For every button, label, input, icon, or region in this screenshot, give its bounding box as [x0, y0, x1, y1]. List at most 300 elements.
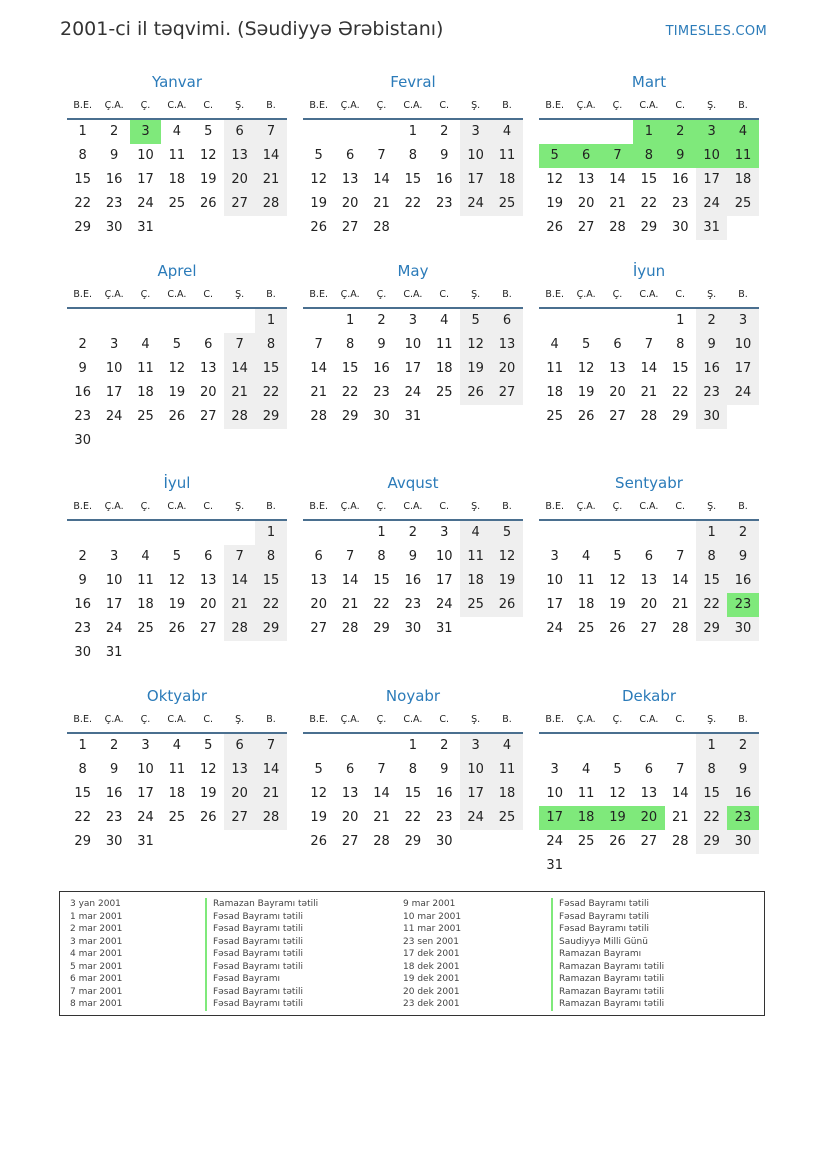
day-cell[interactable]: 19 [199, 786, 217, 801]
day-cell[interactable]: 4 [172, 124, 181, 139]
day-cell[interactable]: 28 [373, 834, 390, 849]
day-cell[interactable]: 3 [550, 549, 559, 564]
day-cell[interactable]: 24 [105, 409, 123, 424]
day-cell[interactable]: 30 [435, 834, 453, 849]
day-cell[interactable]: 25 [435, 385, 453, 400]
day-cell[interactable]: 23 [435, 196, 453, 211]
day-cell[interactable]: 24 [546, 834, 563, 849]
day-cell[interactable]: 19 [310, 196, 327, 211]
day-cell[interactable]: 22 [671, 385, 689, 400]
day-cell[interactable]: 31 [137, 220, 154, 235]
day-cell[interactable]: 12 [609, 573, 626, 588]
day-cell[interactable]: 2 [665, 120, 696, 144]
day-cell[interactable]: 15 [671, 361, 689, 376]
day-cell[interactable]: 6 [204, 337, 213, 352]
day-cell[interactable]: 14 [671, 573, 689, 588]
day-cell[interactable]: 21 [373, 196, 390, 211]
day-cell[interactable]: 31 [546, 858, 563, 873]
day-cell[interactable]: 16 [74, 597, 91, 612]
day-cell[interactable]: 25 [168, 810, 186, 825]
day-cell[interactable]: 5 [460, 309, 491, 333]
day-cell[interactable]: 6 [345, 148, 355, 163]
day-cell[interactable]: 17 [105, 597, 123, 612]
day-cell[interactable]: 24 [546, 621, 563, 636]
day-cell[interactable]: 24 [460, 192, 491, 216]
day-cell[interactable]: 4 [141, 549, 150, 564]
day-cell[interactable]: 20 [199, 385, 217, 400]
day-cell[interactable]: 4 [581, 762, 591, 777]
day-cell[interactable]: 13 [341, 786, 359, 801]
day-cell[interactable]: 8 [633, 144, 664, 168]
day-cell[interactable]: 14 [640, 361, 658, 376]
day-cell[interactable]: 18 [577, 597, 595, 612]
day-cell[interactable]: 21 [224, 381, 255, 405]
day-cell[interactable]: 11 [168, 762, 186, 777]
day-cell[interactable]: 15 [404, 172, 422, 187]
day-cell[interactable]: 20 [341, 196, 359, 211]
day-cell[interactable]: 16 [671, 172, 689, 187]
day-cell[interactable]: 26 [199, 810, 217, 825]
day-cell[interactable]: 21 [671, 810, 689, 825]
day-cell[interactable]: 11 [137, 361, 154, 376]
day-cell[interactable]: 9 [440, 148, 449, 163]
day-cell[interactable]: 21 [671, 597, 689, 612]
day-cell[interactable]: 22 [255, 593, 286, 617]
day-cell[interactable]: 24 [696, 192, 727, 216]
day-cell[interactable]: 6 [570, 144, 601, 168]
day-cell[interactable]: 12 [310, 786, 327, 801]
day-cell[interactable]: 3 [727, 309, 758, 333]
day-cell[interactable]: 12 [460, 333, 491, 357]
day-cell[interactable]: 1 [696, 734, 727, 758]
day-cell[interactable]: 15 [255, 357, 286, 381]
day-cell[interactable]: 7 [255, 120, 286, 144]
day-cell[interactable]: 27 [224, 806, 255, 830]
day-cell[interactable]: 15 [255, 569, 286, 593]
day-cell[interactable]: 1 [696, 521, 727, 545]
day-cell[interactable]: 21 [255, 782, 286, 806]
day-cell[interactable]: 15 [74, 786, 91, 801]
day-cell[interactable]: 22 [696, 593, 727, 617]
day-cell[interactable]: 29 [373, 621, 390, 636]
day-cell[interactable]: 5 [172, 549, 181, 564]
day-cell[interactable]: 23 [696, 381, 727, 405]
day-cell[interactable]: 6 [224, 734, 255, 758]
day-cell[interactable]: 1 [78, 124, 87, 139]
day-cell[interactable]: 2 [696, 309, 727, 333]
day-cell[interactable]: 6 [644, 762, 653, 777]
day-cell[interactable]: 27 [341, 220, 359, 235]
day-cell[interactable]: 18 [546, 385, 563, 400]
day-cell[interactable]: 5 [204, 738, 213, 753]
day-cell[interactable]: 21 [341, 597, 359, 612]
day-cell[interactable]: 3 [460, 120, 491, 144]
brand-link[interactable]: TIMESLES.COM [665, 24, 767, 39]
day-cell[interactable]: 3 [141, 738, 150, 753]
day-cell[interactable]: 7 [602, 144, 633, 168]
day-cell[interactable]: 9 [377, 337, 386, 352]
day-cell[interactable]: 23 [105, 810, 123, 825]
day-cell[interactable]: 8 [696, 545, 727, 569]
day-cell[interactable]: 9 [727, 545, 758, 569]
day-cell[interactable]: 24 [105, 621, 123, 636]
day-cell[interactable]: 26 [546, 220, 563, 235]
day-cell[interactable]: 19 [577, 385, 595, 400]
day-cell[interactable]: 9 [696, 333, 727, 357]
day-cell[interactable]: 27 [199, 621, 217, 636]
day-cell[interactable]: 17 [105, 385, 123, 400]
day-cell[interactable]: 4 [727, 120, 758, 144]
day-cell[interactable]: 28 [373, 220, 390, 235]
day-cell[interactable]: 2 [109, 738, 119, 753]
day-cell[interactable]: 8 [255, 333, 286, 357]
day-cell[interactable]: 26 [310, 220, 327, 235]
day-cell[interactable]: 7 [676, 762, 685, 777]
day-cell[interactable]: 23 [727, 806, 758, 830]
day-cell[interactable]: 31 [696, 216, 727, 240]
day-cell[interactable]: 19 [168, 597, 186, 612]
day-cell[interactable]: 25 [491, 192, 522, 216]
day-cell[interactable]: 14 [609, 172, 626, 187]
day-cell[interactable]: 20 [341, 810, 359, 825]
day-cell[interactable]: 17 [137, 786, 154, 801]
day-cell[interactable]: 19 [602, 806, 633, 830]
day-cell[interactable]: 8 [408, 762, 417, 777]
day-cell[interactable]: 14 [671, 786, 689, 801]
day-cell[interactable]: 11 [491, 758, 522, 782]
day-cell[interactable]: 20 [633, 806, 664, 830]
day-cell[interactable]: 28 [224, 405, 255, 429]
day-cell[interactable]: 28 [255, 192, 286, 216]
day-cell[interactable]: 23 [74, 621, 91, 636]
day-cell[interactable]: 22 [74, 810, 91, 825]
day-cell[interactable]: 9 [109, 148, 119, 163]
day-cell[interactable]: 14 [341, 573, 359, 588]
day-cell[interactable]: 16 [404, 573, 422, 588]
day-cell[interactable]: 5 [491, 521, 522, 545]
day-cell[interactable]: 30 [671, 220, 689, 235]
day-cell[interactable]: 2 [377, 313, 386, 328]
day-cell[interactable]: 24 [727, 381, 758, 405]
day-cell[interactable]: 22 [640, 196, 658, 211]
day-cell[interactable]: 7 [345, 549, 355, 564]
day-cell[interactable]: 18 [137, 597, 154, 612]
day-cell[interactable]: 19 [168, 385, 186, 400]
day-cell[interactable]: 23 [435, 810, 453, 825]
day-cell[interactable]: 6 [224, 120, 255, 144]
day-cell[interactable]: 12 [546, 172, 563, 187]
day-cell[interactable]: 12 [199, 148, 217, 163]
day-cell[interactable]: 7 [377, 148, 386, 163]
day-cell[interactable]: 7 [676, 549, 685, 564]
day-cell[interactable]: 27 [640, 834, 658, 849]
day-cell[interactable]: 8 [676, 337, 685, 352]
day-cell[interactable]: 15 [341, 361, 359, 376]
day-cell[interactable]: 7 [255, 734, 286, 758]
day-cell[interactable]: 22 [74, 196, 91, 211]
day-cell[interactable]: 12 [609, 786, 626, 801]
day-cell[interactable]: 21 [310, 385, 327, 400]
day-cell[interactable]: 18 [491, 782, 522, 806]
day-cell[interactable]: 2 [109, 124, 119, 139]
day-cell[interactable]: 11 [577, 786, 595, 801]
day-cell[interactable]: 13 [224, 144, 255, 168]
day-cell[interactable]: 19 [491, 569, 522, 593]
day-cell[interactable]: 16 [435, 786, 453, 801]
day-cell[interactable]: 7 [644, 337, 653, 352]
day-cell[interactable]: 30 [727, 617, 758, 641]
day-cell[interactable]: 16 [435, 172, 453, 187]
day-cell[interactable]: 19 [199, 172, 217, 187]
day-cell[interactable]: 29 [696, 617, 727, 641]
day-cell[interactable]: 11 [137, 573, 154, 588]
day-cell[interactable]: 16 [105, 172, 123, 187]
day-cell[interactable]: 10 [696, 144, 727, 168]
day-cell[interactable]: 25 [137, 621, 154, 636]
day-cell[interactable]: 2 [78, 337, 87, 352]
day-cell[interactable]: 29 [404, 834, 422, 849]
day-cell[interactable]: 5 [314, 148, 323, 163]
day-cell[interactable]: 10 [105, 361, 123, 376]
day-cell[interactable]: 17 [546, 597, 563, 612]
day-cell[interactable]: 6 [613, 337, 622, 352]
day-cell[interactable]: 31 [435, 621, 453, 636]
day-cell[interactable]: 11 [577, 573, 595, 588]
day-cell[interactable]: 30 [74, 433, 91, 448]
day-cell[interactable]: 17 [404, 361, 422, 376]
day-cell[interactable]: 15 [696, 782, 727, 806]
day-cell[interactable]: 5 [581, 337, 591, 352]
day-cell[interactable]: 29 [640, 220, 658, 235]
day-cell[interactable]: 21 [609, 196, 626, 211]
day-cell[interactable]: 7 [314, 337, 323, 352]
day-cell[interactable]: 22 [404, 196, 422, 211]
day-cell[interactable]: 8 [345, 337, 355, 352]
day-cell[interactable]: 17 [727, 357, 758, 381]
day-cell[interactable]: 13 [199, 573, 217, 588]
day-cell[interactable]: 27 [491, 381, 522, 405]
day-cell[interactable]: 4 [550, 337, 559, 352]
day-cell[interactable]: 15 [404, 786, 422, 801]
day-cell[interactable]: 25 [577, 834, 595, 849]
day-cell[interactable]: 8 [78, 762, 87, 777]
day-cell[interactable]: 16 [105, 786, 123, 801]
day-cell[interactable]: 6 [314, 549, 323, 564]
day-cell[interactable]: 18 [168, 172, 186, 187]
day-cell[interactable]: 26 [168, 409, 186, 424]
day-cell[interactable]: 7 [377, 762, 386, 777]
day-cell[interactable]: 7 [224, 545, 255, 569]
day-cell[interactable]: 3 [109, 337, 119, 352]
day-cell[interactable]: 29 [255, 405, 286, 429]
day-cell[interactable]: 30 [373, 409, 390, 424]
day-cell[interactable]: 14 [310, 361, 327, 376]
day-cell[interactable]: 8 [377, 549, 386, 564]
day-cell[interactable]: 14 [255, 758, 286, 782]
day-cell[interactable]: 2 [440, 738, 449, 753]
day-cell[interactable]: 25 [491, 806, 522, 830]
day-cell[interactable]: 3 [550, 762, 559, 777]
day-cell[interactable]: 29 [696, 830, 727, 854]
day-cell[interactable]: 22 [341, 385, 359, 400]
day-cell[interactable]: 2 [727, 521, 758, 545]
day-cell[interactable]: 20 [310, 597, 327, 612]
day-cell[interactable]: 14 [373, 172, 390, 187]
day-cell[interactable]: 10 [727, 333, 758, 357]
day-cell[interactable]: 23 [404, 597, 422, 612]
day-cell[interactable]: 6 [644, 549, 653, 564]
day-cell[interactable]: 20 [491, 357, 522, 381]
day-cell[interactable]: 8 [78, 148, 87, 163]
day-cell[interactable]: 26 [460, 381, 491, 405]
day-cell[interactable]: 1 [676, 313, 685, 328]
day-cell[interactable]: 14 [224, 357, 255, 381]
day-cell[interactable]: 25 [546, 409, 563, 424]
day-cell[interactable]: 23 [727, 593, 758, 617]
day-cell[interactable]: 20 [199, 597, 217, 612]
day-cell[interactable]: 20 [224, 168, 255, 192]
day-cell[interactable]: 15 [373, 573, 390, 588]
day-cell[interactable]: 11 [546, 361, 563, 376]
day-cell[interactable]: 19 [310, 810, 327, 825]
day-cell[interactable]: 31 [404, 409, 422, 424]
day-cell[interactable]: 30 [105, 834, 123, 849]
day-cell[interactable]: 29 [341, 409, 359, 424]
day-cell[interactable]: 28 [671, 834, 689, 849]
day-cell[interactable]: 22 [404, 810, 422, 825]
day-cell[interactable]: 10 [137, 148, 154, 163]
day-cell[interactable]: 10 [435, 549, 453, 564]
day-cell[interactable]: 5 [204, 124, 213, 139]
day-cell[interactable]: 6 [345, 762, 355, 777]
day-cell[interactable]: 4 [440, 313, 449, 328]
day-cell[interactable]: 21 [224, 593, 255, 617]
day-cell[interactable]: 27 [199, 409, 217, 424]
day-cell[interactable]: 24 [137, 196, 154, 211]
day-cell[interactable]: 26 [577, 409, 595, 424]
day-cell[interactable]: 18 [491, 168, 522, 192]
day-cell[interactable]: 3 [460, 734, 491, 758]
day-cell[interactable]: 12 [168, 573, 186, 588]
day-cell[interactable]: 26 [199, 196, 217, 211]
day-cell[interactable]: 24 [404, 385, 422, 400]
day-cell[interactable]: 15 [640, 172, 658, 187]
day-cell[interactable]: 2 [440, 124, 449, 139]
day-cell[interactable]: 13 [577, 172, 595, 187]
day-cell[interactable]: 11 [460, 545, 491, 569]
day-cell[interactable]: 1 [377, 525, 386, 540]
day-cell[interactable]: 17 [460, 782, 491, 806]
day-cell[interactable]: 5 [613, 762, 622, 777]
day-cell[interactable]: 2 [78, 549, 87, 564]
day-cell[interactable]: 1 [255, 309, 286, 333]
day-cell[interactable]: 14 [373, 786, 390, 801]
day-cell[interactable]: 19 [460, 357, 491, 381]
day-cell[interactable]: 6 [204, 549, 213, 564]
day-cell[interactable]: 13 [609, 361, 626, 376]
day-cell[interactable]: 14 [255, 144, 286, 168]
day-cell[interactable]: 13 [640, 573, 658, 588]
day-cell[interactable]: 10 [404, 337, 422, 352]
day-cell[interactable]: 25 [168, 196, 186, 211]
day-cell[interactable]: 24 [460, 806, 491, 830]
day-cell[interactable]: 23 [74, 409, 91, 424]
day-cell[interactable]: 19 [609, 597, 626, 612]
day-cell[interactable]: 17 [137, 172, 154, 187]
day-cell[interactable]: 2 [727, 734, 758, 758]
day-cell[interactable]: 9 [440, 762, 449, 777]
day-cell[interactable]: 11 [727, 144, 758, 168]
day-cell[interactable]: 20 [640, 597, 658, 612]
day-cell[interactable]: 21 [373, 810, 390, 825]
day-cell[interactable]: 28 [609, 220, 626, 235]
day-cell[interactable]: 28 [310, 409, 327, 424]
day-cell[interactable]: 3 [130, 120, 161, 144]
day-cell[interactable]: 18 [727, 168, 758, 192]
day-cell[interactable]: 3 [408, 313, 417, 328]
day-cell[interactable]: 31 [137, 834, 154, 849]
day-cell[interactable]: 13 [491, 333, 522, 357]
day-cell[interactable]: 29 [255, 617, 286, 641]
day-cell[interactable]: 29 [671, 409, 689, 424]
day-cell[interactable]: 27 [640, 621, 658, 636]
day-cell[interactable]: 27 [577, 220, 595, 235]
day-cell[interactable]: 17 [460, 168, 491, 192]
day-cell[interactable]: 13 [310, 573, 327, 588]
day-cell[interactable]: 18 [460, 569, 491, 593]
day-cell[interactable]: 23 [373, 385, 390, 400]
day-cell[interactable]: 26 [609, 621, 626, 636]
day-cell[interactable]: 22 [373, 597, 390, 612]
day-cell[interactable]: 12 [491, 545, 522, 569]
day-cell[interactable]: 4 [491, 120, 522, 144]
day-cell[interactable]: 16 [727, 569, 758, 593]
day-cell[interactable]: 25 [577, 621, 595, 636]
day-cell[interactable]: 1 [408, 738, 417, 753]
day-cell[interactable]: 18 [435, 361, 453, 376]
day-cell[interactable]: 19 [546, 196, 563, 211]
day-cell[interactable]: 16 [727, 782, 758, 806]
day-cell[interactable]: 8 [255, 545, 286, 569]
day-cell[interactable]: 30 [404, 621, 422, 636]
day-cell[interactable]: 9 [109, 762, 119, 777]
day-cell[interactable]: 18 [137, 385, 154, 400]
day-cell[interactable]: 27 [224, 192, 255, 216]
day-cell[interactable]: 4 [491, 734, 522, 758]
day-cell[interactable]: 13 [199, 361, 217, 376]
day-cell[interactable]: 28 [640, 409, 658, 424]
day-cell[interactable]: 8 [696, 758, 727, 782]
day-cell[interactable]: 15 [696, 569, 727, 593]
day-cell[interactable]: 9 [727, 758, 758, 782]
day-cell[interactable]: 28 [255, 806, 286, 830]
day-cell[interactable]: 21 [255, 168, 286, 192]
day-cell[interactable]: 15 [74, 172, 91, 187]
day-cell[interactable]: 11 [435, 337, 453, 352]
day-cell[interactable]: 6 [491, 309, 522, 333]
day-cell[interactable]: 29 [74, 834, 91, 849]
day-cell[interactable]: 31 [105, 645, 123, 660]
day-cell[interactable]: 5 [172, 337, 181, 352]
day-cell[interactable]: 30 [727, 830, 758, 854]
day-cell[interactable]: 10 [546, 786, 563, 801]
day-cell[interactable]: 18 [168, 786, 186, 801]
day-cell[interactable]: 27 [310, 621, 327, 636]
day-cell[interactable]: 12 [199, 762, 217, 777]
day-cell[interactable]: 16 [373, 361, 390, 376]
day-cell[interactable]: 29 [74, 220, 91, 235]
day-cell[interactable]: 20 [224, 782, 255, 806]
